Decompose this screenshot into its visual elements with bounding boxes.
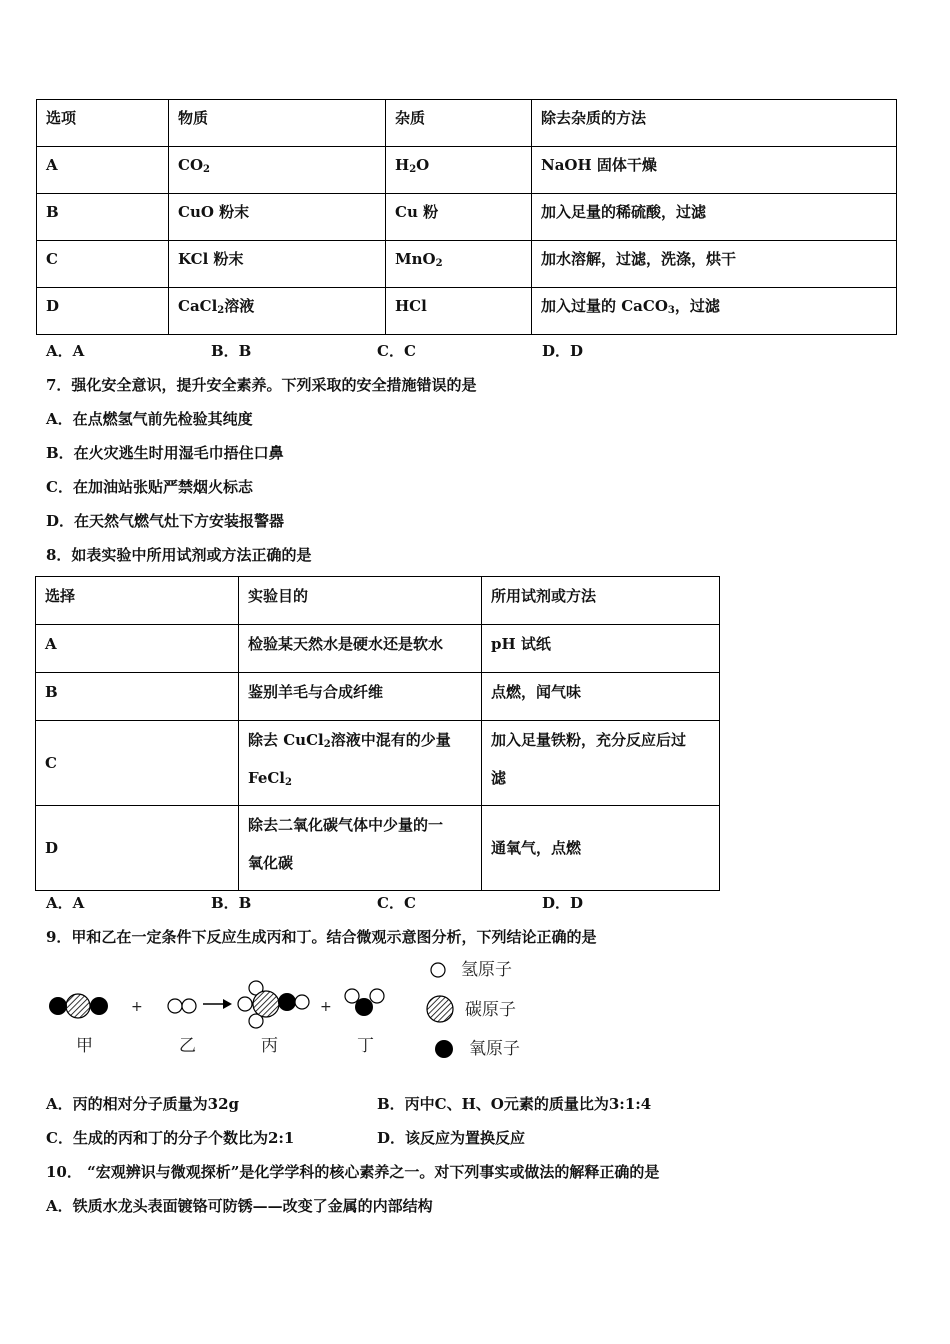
q8-answer-b[interactable]: B．B	[211, 894, 252, 912]
row-purpose: 鉴别羊毛与合成纤维	[239, 673, 482, 721]
row-reagent: pH 试纸	[482, 625, 720, 673]
q6-answer-b[interactable]: B．B	[211, 342, 252, 360]
plus-sign: +	[320, 999, 332, 1015]
q8-answer-a[interactable]: A．A	[46, 894, 85, 912]
table-row	[36, 625, 720, 673]
legend-oxygen-icon	[435, 1040, 453, 1058]
row-reagent: 加入足量铁粉，充分反应后过 滤	[482, 721, 720, 806]
q8-answer-c[interactable]: C．C	[377, 894, 416, 912]
label-ding: 丁	[357, 1036, 374, 1056]
row-impurity: HCl	[386, 288, 532, 335]
table-header-row	[36, 577, 720, 625]
header-substance: 物质	[169, 100, 386, 147]
table-row	[36, 806, 720, 891]
q9-option-c[interactable]: C．生成的丙和丁的分子个数比为2:1	[46, 1129, 295, 1147]
legend-carbon-label: 碳原子	[465, 1000, 516, 1020]
legend-oxygen-label: 氧原子	[469, 1039, 520, 1059]
row-impurity: $H_2O$	[386, 147, 532, 194]
molecule-bing	[238, 981, 309, 1028]
q6-answer-a[interactable]: A．A	[46, 342, 85, 360]
q7-option-b[interactable]: B．在火灾逃生时用湿毛巾捂住口鼻	[46, 444, 284, 462]
table-row	[37, 194, 897, 241]
plus-sign: +	[131, 999, 143, 1015]
q8-answer-d[interactable]: D．D	[542, 894, 584, 912]
row-purpose: 除去 CuCl$_2$溶液中混有的少量 FeCl$_2$	[239, 721, 482, 806]
q6-answer-d[interactable]: D．D	[542, 342, 584, 360]
row-option: A	[36, 625, 239, 673]
row-option: B	[36, 673, 239, 721]
row-substance: CaCl$_2$溶液	[169, 288, 386, 335]
table-row	[36, 673, 720, 721]
header-option: 选项	[37, 100, 169, 147]
legend-hydrogen-icon	[431, 963, 445, 977]
table-row	[36, 721, 720, 806]
row-substance: KCl 粉末	[169, 241, 386, 288]
row-impurity: MnO$_2$	[386, 241, 532, 288]
table-header-row	[37, 100, 897, 147]
row-method: NaOH 固体干燥	[532, 147, 897, 194]
row-option: C	[36, 721, 239, 806]
molecule-ding	[345, 989, 384, 1016]
header-reagent: 所用试剂或方法	[482, 577, 720, 625]
row-option: A	[37, 147, 169, 194]
impurity-table	[36, 99, 897, 335]
header-choice: 选择	[36, 577, 239, 625]
header-purpose: 实验目的	[239, 577, 482, 625]
row-purpose: 检验某天然水是硬水还是软水	[239, 625, 482, 673]
q7-option-d[interactable]: D．在天然气燃气灶下方安装报警器	[46, 512, 285, 530]
q9-option-b[interactable]: B．丙中C、H、O元素的质量比为3:1:4	[377, 1095, 652, 1113]
molecule-diagram	[40, 955, 560, 1065]
label-jia: 甲	[76, 1036, 93, 1056]
q9-option-d[interactable]: D．该反应为置换反应	[377, 1129, 526, 1147]
legend-hydrogen-label: 氢原子	[461, 960, 512, 980]
row-substance: $CO_2$	[169, 147, 386, 194]
header-impurity: 杂质	[386, 100, 532, 147]
header-method: 除去杂质的方法	[532, 100, 897, 147]
reaction-arrow	[203, 999, 232, 1009]
legend	[427, 960, 520, 1059]
label-yi: 乙	[179, 1036, 196, 1056]
experiment-table	[35, 576, 720, 891]
row-method: 加入过量的 CaCO$_3$，过滤	[532, 288, 897, 335]
molecule-yi	[168, 999, 196, 1013]
row-reagent: 通氧气，点燃	[482, 806, 720, 891]
q8-stem: 8．如表实验中所用试剂或方法正确的是	[46, 546, 312, 564]
q10-stem: 10． “宏观辨识与微观探析”是化学学科的核心素养之一。对下列事实或做法的解释正确的是	[46, 1163, 660, 1181]
row-purpose: 除去二氧化碳气体中少量的一 氧化碳	[239, 806, 482, 891]
q6-answer-c[interactable]: C．C	[377, 342, 416, 360]
q9-stem: 9．甲和乙在一定条件下反应生成丙和丁。结合微观示意图分析，下列结论正确的是	[46, 928, 597, 946]
q7-option-c[interactable]: C．在加油站张贴严禁烟火标志	[46, 478, 253, 496]
row-option: D	[37, 288, 169, 335]
label-bing: 丙	[261, 1036, 278, 1056]
row-reagent: 点燃，闻气味	[482, 673, 720, 721]
row-option: C	[37, 241, 169, 288]
table-row	[37, 241, 897, 288]
q7-option-a[interactable]: A．在点燃氢气前先检验其纯度	[46, 410, 253, 428]
table-row	[37, 288, 897, 335]
row-method: 加水溶解，过滤，洗涤，烘干	[532, 241, 897, 288]
row-substance: CuO 粉末	[169, 194, 386, 241]
q9-option-a[interactable]: A．丙的相对分子质量为32g	[46, 1095, 240, 1113]
q7-stem: 7．强化安全意识，提升安全素养。下列采取的安全措施错误的是	[46, 376, 477, 394]
table-row	[37, 147, 897, 194]
legend-carbon-icon	[427, 996, 453, 1022]
row-impurity: Cu 粉	[386, 194, 532, 241]
row-option: D	[36, 806, 239, 891]
molecule-jia	[49, 994, 108, 1018]
row-option: B	[37, 194, 169, 241]
row-method: 加入足量的稀硫酸，过滤	[532, 194, 897, 241]
q10-option-a[interactable]: A．铁质水龙头表面镀铬可防锈——改变了金属的内部结构	[46, 1197, 433, 1215]
